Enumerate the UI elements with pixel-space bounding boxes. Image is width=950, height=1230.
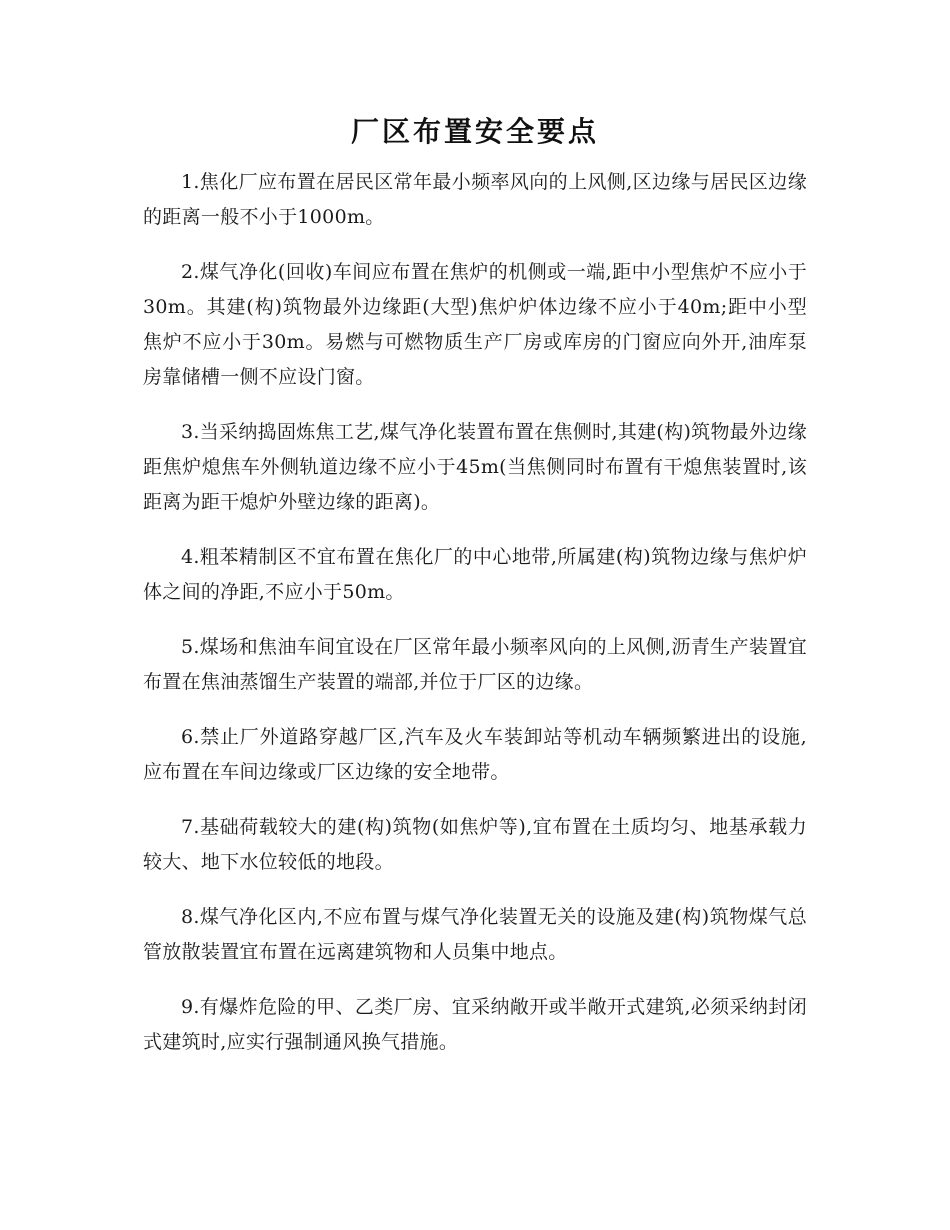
paragraph-2: 2.煤气净化(回收)车间应布置在焦炉的机侧或一端,距中小型焦炉不应小于30m。其建(构)筑物最外边缘距(大型)焦炉炉体边缘不应小于40m;距中小型焦炉不应小于30m。易燃与可燃物质生产厂房或库房的门窗应向外开,油库泵房靠储槽一侧不应设门窗。: [143, 261, 807, 388]
paragraph-4: 4.粗苯精制区不宜布置在焦化厂的中心地带,所属建(构)筑物边缘与焦炉炉体之间的净距,不应小于50m。: [143, 546, 807, 603]
paragraph-9: 9.有爆炸危险的甲、乙类厂房、宜采纳敞开或半敞开式建筑,必须采纳封闭式建筑时,应实行强制通风换气措施。: [143, 996, 807, 1053]
paragraph-3: 3.当采纳捣固炼焦工艺,煤气净化装置布置在焦侧时,其建(构)筑物最外边缘距焦炉熄焦车外侧轨道边缘不应小于45m(当焦侧同时布置有干熄焦装置时,该距离为距干熄炉外壁边缘的距离)。: [143, 421, 807, 513]
paragraph-5: 5.煤场和焦油车间宜设在厂区常年最小频率风向的上风侧,沥青生产装置宜布置在焦油蒸馏生产装置的端部,并位于厂区的边缘。: [143, 636, 807, 693]
paragraph-7: 7.基础荷载较大的建(构)筑物(如焦炉等),宜布置在土质均匀、地基承载力较大、地下水位较低的地段。: [143, 816, 807, 873]
document-body: [143, 165, 807, 1080]
paragraph-6: 6.禁止厂外道路穿越厂区,汽车及火车装卸站等机动车辆频繁进出的设施,应布置在车间边缘或厂区边缘的安全地带。: [143, 726, 807, 783]
paragraph-8: 8.煤气净化区内,不应布置与煤气净化装置无关的设施及建(构)筑物煤气总管放散装置宜布置在远离建筑物和人员集中地点。: [143, 906, 807, 963]
document-title: 厂区布置安全要点: [350, 115, 599, 148]
paragraph-1: 1.焦化厂应布置在居民区常年最小频率风向的上风侧,区边缘与居民区边缘的距离一般不小于1000m。: [143, 171, 807, 228]
